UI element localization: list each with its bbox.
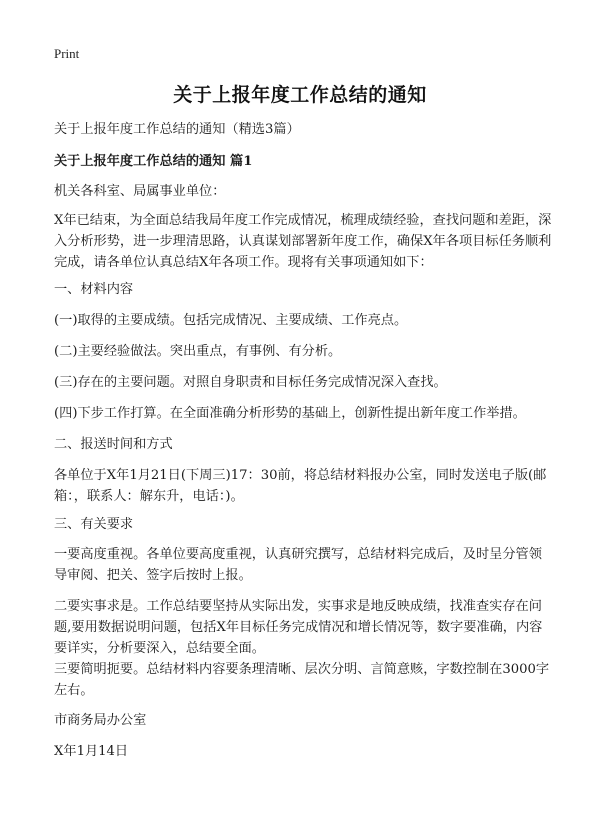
material-item-4: (四)下步工作打算。在全面准确分析形势的基础上，创新性提出新年度工作举措。 <box>54 406 526 421</box>
heading-requirements: 三、有关要求 <box>54 517 134 532</box>
submission-paragraph: 各单位于X年1月21日(下周三)17：30前，将总结材料报办公室，同时发送电子版(邮箱：，联系人：解东升，电话：)。 <box>54 468 547 504</box>
section-heading: 关于上报年度工作总结的通知 篇1 <box>54 154 253 169</box>
material-item-1: (一)取得的主要成绩。包括完成情况、主要成绩、工作亮点。 <box>54 313 408 328</box>
requirement-1: 一要高度重视。各单位要高度重视，认真研究撰写，总结材料完成后，及时呈分管领导审阅、把关、签字后按时上报。 <box>54 547 542 583</box>
document-subtitle: 关于上报年度工作总结的通知（精选3篇） <box>54 122 300 137</box>
intro-paragraph: X年已结束，为全面总结我局年度工作完成情况，梳理成绩经验，查找问题和差距，深入分析形势，进一步理清思路，认真谋划部署新年度工作，确保X年各项目标任务顺利完成，请各单位认真总结X年各项工作。现将有关事项通知如下： <box>54 213 552 270</box>
material-item-3: (三)存在的主要问题。对照自身职责和目标任务完成情况深入查找。 <box>54 375 447 390</box>
requirement-2: 二要实事求是。工作总结要坚持从实际出发，实事求是地反映成绩，找准查实存在问题,要用数据说明问题，包括X年目标任务完成情况和增长情况等，数字要准确，内容要详实，分析要深入，总结要全面。 <box>54 599 543 656</box>
requirement-3: 三要简明扼要。总结材料内容要条理清晰、层次分明、言简意赅，字数控制在3000字左右。 <box>54 662 550 698</box>
signature: 市商务局办公室 <box>54 713 147 728</box>
material-item-2: (二)主要经验做法。突出重点，有事例、有分析。 <box>54 344 342 359</box>
document-date: X年1月14日 <box>54 744 129 759</box>
print-link[interactable]: Print <box>54 46 80 61</box>
heading-materials: 一、材料内容 <box>54 282 134 297</box>
document-title: 关于上报年度工作总结的通知 <box>173 84 427 106</box>
heading-submission: 二、报送时间和方式 <box>54 437 173 452</box>
salutation: 机关各科室、局属事业单位： <box>54 184 226 199</box>
